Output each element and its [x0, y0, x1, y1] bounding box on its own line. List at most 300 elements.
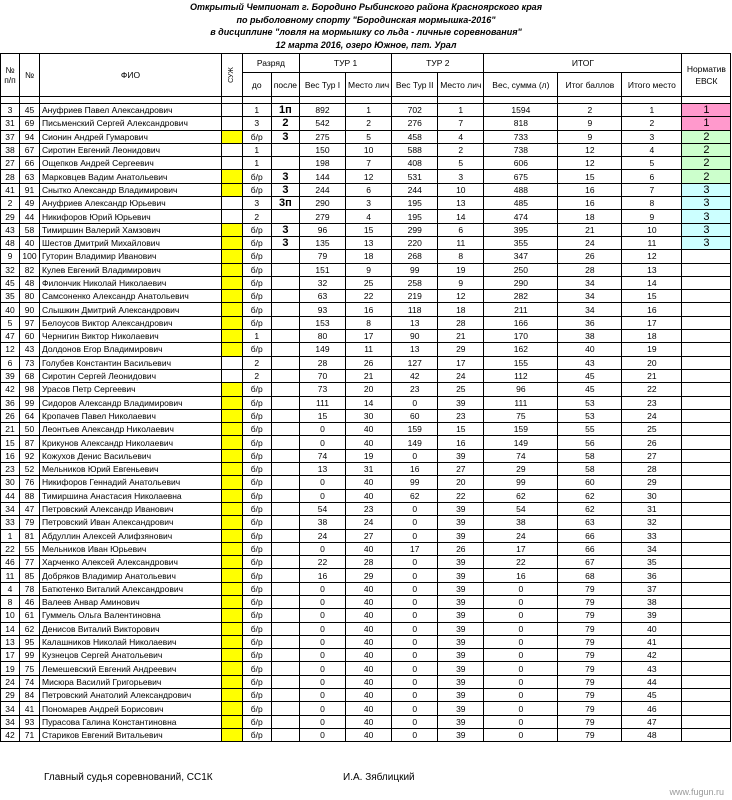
cell-fio: Никифоров Геннадий Анатольевич [40, 476, 222, 489]
col-balls: Итог баллов [558, 73, 622, 97]
cell-razryad-do: 2 [242, 369, 271, 382]
cell-np: 43 [1, 223, 20, 236]
cell-norm [682, 449, 731, 462]
cell-fio: Лемешевский Евгений Андреевич [40, 662, 222, 675]
cell-ves2: 99 [392, 476, 438, 489]
table-row [1, 423, 731, 436]
cell-razryad-do: б/р [242, 130, 271, 143]
cell-sum: 0 [484, 728, 558, 741]
cell-balls: 62 [558, 502, 622, 515]
cell-razryad-do: б/р [242, 409, 271, 422]
cell-mesto2: 39 [438, 396, 484, 409]
cell-razryad-posle [271, 649, 299, 662]
cell-place: 43 [622, 662, 682, 675]
cell-suzh [222, 622, 243, 635]
cell-norm [682, 649, 731, 662]
cell-sum: 0 [484, 689, 558, 702]
cell-balls: 79 [558, 635, 622, 648]
cell-mesto1: 40 [346, 689, 392, 702]
cell-norm: 2 [682, 157, 731, 170]
judge-title: Главный судья соревнований, СС1К [44, 772, 213, 783]
cell-mesto2: 14 [438, 210, 484, 223]
cell-place: 22 [622, 383, 682, 396]
cell-razryad-do: б/р [242, 542, 271, 555]
cell-suzh [222, 330, 243, 343]
cell-fio: Тимиршина Анастасия Николаевна [40, 489, 222, 502]
cell-razryad-do: б/р [242, 489, 271, 502]
table-row [1, 595, 731, 608]
cell-norm [682, 502, 731, 515]
cell-balls: 18 [558, 210, 622, 223]
cell-mesto2: 39 [438, 609, 484, 622]
cell-ves1: 111 [300, 396, 346, 409]
cell-sum: 282 [484, 290, 558, 303]
cell-ves2: 299 [392, 223, 438, 236]
cell-ves2: 258 [392, 276, 438, 289]
cell-ves1: 0 [300, 476, 346, 489]
cell-ves1: 0 [300, 675, 346, 688]
cell-balls: 79 [558, 728, 622, 741]
cell-mesto1: 40 [346, 715, 392, 728]
cell-norm [682, 489, 731, 502]
cell-ves1: 144 [300, 170, 346, 183]
cell-norm [682, 689, 731, 702]
cell-balls: 67 [558, 556, 622, 569]
cell-num: 76 [20, 476, 40, 489]
cell-ves1: 0 [300, 489, 346, 502]
cell-sum: 99 [484, 476, 558, 489]
cell-place: 30 [622, 489, 682, 502]
cell-mesto1: 16 [346, 303, 392, 316]
cell-ves1: 15 [300, 409, 346, 422]
cell-ves1: 150 [300, 143, 346, 156]
cell-mesto2: 13 [438, 197, 484, 210]
cell-razryad-do: б/р [242, 463, 271, 476]
cell-mesto1: 20 [346, 383, 392, 396]
cell-razryad-do: б/р [242, 622, 271, 635]
cell-razryad-posle [271, 290, 299, 303]
cell-np: 15 [1, 436, 20, 449]
cell-fio: Сиротин Сергей Леонидович [40, 369, 222, 382]
cell-ves2: 13 [392, 316, 438, 329]
cell-place: 31 [622, 502, 682, 515]
cell-ves2: 220 [392, 236, 438, 249]
table-row [1, 143, 731, 156]
cell-ves1: 0 [300, 649, 346, 662]
cell-place: 29 [622, 476, 682, 489]
cell-suzh [222, 728, 243, 741]
cell-sum: 474 [484, 210, 558, 223]
cell-razryad-do: б/р [242, 502, 271, 515]
cell-num: 81 [20, 529, 40, 542]
cell-ves2: 0 [392, 662, 438, 675]
cell-place: 6 [622, 170, 682, 183]
cell-np: 9 [1, 250, 20, 263]
cell-fio: Батютенко Виталий Александрович [40, 582, 222, 595]
cell-fio: Сиротин Евгений Леонидович [40, 143, 222, 156]
cell-razryad-do: б/р [242, 263, 271, 276]
table-row [1, 556, 731, 569]
table-row [1, 303, 731, 316]
cell-sum: 170 [484, 330, 558, 343]
cell-fio: Шестов Дмитрий Михайлович [40, 236, 222, 249]
header-line-2: по рыболовному спорту "Бородинская мормышка-2016" [236, 14, 496, 25]
cell-place: 12 [622, 250, 682, 263]
cell-razryad-posle [271, 436, 299, 449]
cell-razryad-do: б/р [242, 436, 271, 449]
cell-mesto2: 19 [438, 263, 484, 276]
cell-ves1: 22 [300, 556, 346, 569]
cell-razryad-posle [271, 476, 299, 489]
cell-mesto1: 7 [346, 157, 392, 170]
cell-razryad-do: б/р [242, 396, 271, 409]
cell-ves2: 0 [392, 715, 438, 728]
cell-mesto1: 40 [346, 702, 392, 715]
cell-ves1: 151 [300, 263, 346, 276]
cell-balls: 79 [558, 649, 622, 662]
cell-np: 29 [1, 210, 20, 223]
cell-mesto1: 15 [346, 223, 392, 236]
cell-razryad-posle: 3 [271, 223, 299, 236]
cell-np: 34 [1, 502, 20, 515]
cell-razryad-do: б/р [242, 649, 271, 662]
cell-ves2: 0 [392, 689, 438, 702]
cell-razryad-do: б/р [242, 715, 271, 728]
cell-fio: Петровский Александр Иванович [40, 502, 222, 515]
cell-ves2: 0 [392, 675, 438, 688]
cell-fio: Денисов Виталий Викторович [40, 622, 222, 635]
cell-suzh [222, 143, 243, 156]
cell-mesto1: 19 [346, 449, 392, 462]
cell-norm [682, 675, 731, 688]
cell-suzh [222, 476, 243, 489]
cell-ves2: 13 [392, 343, 438, 356]
cell-num: 100 [20, 250, 40, 263]
cell-mesto2: 27 [438, 463, 484, 476]
cell-fio: Абдуллин Алексей Алифзянович [40, 529, 222, 542]
cell-suzh [222, 130, 243, 143]
cell-mesto2: 25 [438, 383, 484, 396]
cell-num: 48 [20, 276, 40, 289]
cell-balls: 16 [558, 197, 622, 210]
cell-balls: 53 [558, 396, 622, 409]
cell-mesto2: 29 [438, 343, 484, 356]
cell-place: 21 [622, 369, 682, 382]
cell-razryad-posle [271, 330, 299, 343]
cell-suzh [222, 223, 243, 236]
table-row [1, 489, 731, 502]
cell-razryad-posle [271, 595, 299, 608]
cell-suzh [222, 303, 243, 316]
cell-norm [682, 728, 731, 741]
cell-mesto1: 40 [346, 662, 392, 675]
cell-ves1: 0 [300, 702, 346, 715]
cell-sum: 606 [484, 157, 558, 170]
cell-ves1: 0 [300, 582, 346, 595]
cell-num: 80 [20, 290, 40, 303]
cell-mesto1: 40 [346, 675, 392, 688]
cell-razryad-posle [271, 728, 299, 741]
cell-place: 32 [622, 516, 682, 529]
cell-ves2: 702 [392, 104, 438, 117]
cell-mesto2: 3 [438, 170, 484, 183]
cell-razryad-posle [271, 556, 299, 569]
cell-fio: Ощепков Андрей Сергеевич [40, 157, 222, 170]
cell-mesto1: 40 [346, 582, 392, 595]
cell-place: 28 [622, 463, 682, 476]
cell-sum: 16 [484, 569, 558, 582]
cell-sum: 675 [484, 170, 558, 183]
cell-razryad-do: б/р [242, 290, 271, 303]
cell-razryad-do: б/р [242, 423, 271, 436]
cell-mesto2: 6 [438, 223, 484, 236]
cell-num: 84 [20, 689, 40, 702]
cell-np: 17 [1, 649, 20, 662]
table-row [1, 117, 731, 130]
cell-np: 34 [1, 702, 20, 715]
cell-balls: 56 [558, 436, 622, 449]
cell-sum: 0 [484, 662, 558, 675]
cell-ves1: 0 [300, 542, 346, 555]
cell-razryad-do: 3 [242, 197, 271, 210]
cell-place: 5 [622, 157, 682, 170]
cell-razryad-do: 1 [242, 330, 271, 343]
cell-ves1: 80 [300, 330, 346, 343]
cell-place: 23 [622, 396, 682, 409]
watermark: www.fugun.ru [669, 787, 724, 797]
cell-norm [682, 330, 731, 343]
cell-razryad-posle [271, 622, 299, 635]
cell-mesto1: 40 [346, 542, 392, 555]
cell-norm: 3 [682, 223, 731, 236]
cell-sum: 54 [484, 502, 558, 515]
cell-ves2: 458 [392, 130, 438, 143]
table-row [1, 369, 731, 382]
cell-fio: Гуторин Владимир Иванович [40, 250, 222, 263]
cell-np: 23 [1, 463, 20, 476]
table-row [1, 715, 731, 728]
cell-razryad-do: б/р [242, 170, 271, 183]
cell-ves2: 276 [392, 117, 438, 130]
cell-sum: 395 [484, 223, 558, 236]
cell-num: 66 [20, 157, 40, 170]
cell-num: 77 [20, 556, 40, 569]
cell-razryad-do: 3 [242, 117, 271, 130]
cell-sum: 0 [484, 609, 558, 622]
cell-norm [682, 369, 731, 382]
cell-num: 79 [20, 516, 40, 529]
col-sum: Вес, сумма (л) [484, 73, 558, 97]
cell-razryad-do: б/р [242, 183, 271, 196]
cell-np: 22 [1, 542, 20, 555]
cell-razryad-posle [271, 343, 299, 356]
cell-place: 17 [622, 316, 682, 329]
cell-suzh [222, 316, 243, 329]
cell-mesto2: 26 [438, 542, 484, 555]
table-row [1, 516, 731, 529]
cell-np: 28 [1, 170, 20, 183]
cell-ves2: 0 [392, 502, 438, 515]
cell-sum: 0 [484, 715, 558, 728]
cell-ves2: 0 [392, 635, 438, 648]
table-row [1, 183, 731, 196]
cell-balls: 45 [558, 383, 622, 396]
cell-mesto2: 9 [438, 276, 484, 289]
cell-mesto1: 11 [346, 343, 392, 356]
col-posle: после [271, 73, 299, 97]
cell-sum: 0 [484, 582, 558, 595]
cell-ves1: 24 [300, 529, 346, 542]
cell-np: 31 [1, 117, 20, 130]
cell-mesto1: 26 [346, 356, 392, 369]
cell-razryad-do: б/р [242, 689, 271, 702]
cell-norm [682, 396, 731, 409]
cell-ves1: 0 [300, 715, 346, 728]
cell-suzh [222, 702, 243, 715]
cell-suzh [222, 423, 243, 436]
cell-balls: 34 [558, 276, 622, 289]
cell-fio: Калашников Николай Николаевич [40, 635, 222, 648]
cell-norm [682, 276, 731, 289]
cell-ves2: 195 [392, 210, 438, 223]
cell-mesto2: 18 [438, 303, 484, 316]
cell-razryad-posle [271, 609, 299, 622]
cell-sum: 290 [484, 276, 558, 289]
cell-sum: 38 [484, 516, 558, 529]
cell-mesto2: 11 [438, 236, 484, 249]
cell-ves2: 149 [392, 436, 438, 449]
table-row [1, 263, 731, 276]
cell-num: 61 [20, 609, 40, 622]
cell-balls: 58 [558, 463, 622, 476]
col-mesto1: Место лич [346, 73, 392, 97]
table-row [1, 343, 731, 356]
cell-suzh [222, 556, 243, 569]
table-row [1, 582, 731, 595]
cell-balls: 34 [558, 303, 622, 316]
col-place: Итого место [622, 73, 682, 97]
cell-fio: Стариков Евгений Витальевич [40, 728, 222, 741]
cell-mesto1: 40 [346, 595, 392, 608]
cell-fio: Снытко Александр Владимирович [40, 183, 222, 196]
cell-ves2: 219 [392, 290, 438, 303]
cell-mesto2: 39 [438, 595, 484, 608]
cell-sum: 733 [484, 130, 558, 143]
cell-fio: Голубев Константин Васильевич [40, 356, 222, 369]
cell-place: 47 [622, 715, 682, 728]
cell-mesto2: 39 [438, 675, 484, 688]
cell-norm [682, 290, 731, 303]
cell-suzh [222, 649, 243, 662]
cell-norm: 3 [682, 210, 731, 223]
cell-mesto2: 39 [438, 635, 484, 648]
cell-suzh [222, 516, 243, 529]
cell-place: 18 [622, 330, 682, 343]
table-row [1, 170, 731, 183]
cell-balls: 36 [558, 316, 622, 329]
cell-place: 33 [622, 529, 682, 542]
cell-suzh [222, 210, 243, 223]
cell-razryad-do: б/р [242, 449, 271, 462]
table-row [1, 250, 731, 263]
cell-suzh [222, 675, 243, 688]
cell-ves2: 0 [392, 449, 438, 462]
cell-balls: 43 [558, 356, 622, 369]
cell-razryad-posle [271, 423, 299, 436]
cell-place: 38 [622, 595, 682, 608]
cell-ves2: 99 [392, 263, 438, 276]
cell-sum: 738 [484, 143, 558, 156]
cell-razryad-posle [271, 276, 299, 289]
cell-np: 44 [1, 489, 20, 502]
cell-sum: 0 [484, 702, 558, 715]
col-itog: ИТОГ [484, 54, 682, 73]
cell-ves2: 62 [392, 489, 438, 502]
cell-norm [682, 263, 731, 276]
cell-ves1: 32 [300, 276, 346, 289]
cell-np: 29 [1, 689, 20, 702]
cell-norm: 3 [682, 197, 731, 210]
cell-sum: 62 [484, 489, 558, 502]
cell-mesto1: 21 [346, 369, 392, 382]
cell-sum: 818 [484, 117, 558, 130]
cell-num: 60 [20, 330, 40, 343]
cell-mesto2: 20 [438, 476, 484, 489]
cell-ves1: 244 [300, 183, 346, 196]
cell-place: 1 [622, 104, 682, 117]
cell-razryad-posle [271, 582, 299, 595]
cell-mesto1: 40 [346, 635, 392, 648]
cell-ves1: 0 [300, 622, 346, 635]
cell-sum: 29 [484, 463, 558, 476]
cell-sum: 0 [484, 675, 558, 688]
cell-mesto1: 40 [346, 622, 392, 635]
cell-fio: Харченко Алексей Александрович [40, 556, 222, 569]
table-row [1, 635, 731, 648]
cell-mesto1: 24 [346, 516, 392, 529]
cell-ves2: 0 [392, 622, 438, 635]
cell-sum: 149 [484, 436, 558, 449]
cell-balls: 2 [558, 104, 622, 117]
cell-sum: 159 [484, 423, 558, 436]
cell-num: 45 [20, 104, 40, 117]
cell-num: 71 [20, 728, 40, 741]
cell-mesto1: 27 [346, 529, 392, 542]
cell-suzh [222, 356, 243, 369]
cell-place: 36 [622, 569, 682, 582]
cell-balls: 53 [558, 409, 622, 422]
results-body [1, 104, 731, 742]
cell-balls: 40 [558, 343, 622, 356]
cell-num: 82 [20, 263, 40, 276]
cell-razryad-posle [271, 662, 299, 675]
cell-ves2: 0 [392, 728, 438, 741]
cell-np: 3 [1, 104, 20, 117]
cell-norm [682, 250, 731, 263]
cell-fio: Самсоненко Александр Анатольевич [40, 290, 222, 303]
cell-razryad-do: 1 [242, 157, 271, 170]
cell-razryad-posle [271, 569, 299, 582]
cell-suzh [222, 542, 243, 555]
cell-fio: Петровский Иван Александрович [40, 516, 222, 529]
cell-fio: Филончик Николай Николаевич [40, 276, 222, 289]
cell-ves1: 74 [300, 449, 346, 462]
cell-norm [682, 343, 731, 356]
cell-ves2: 60 [392, 409, 438, 422]
cell-razryad-do: 2 [242, 210, 271, 223]
cell-razryad-posle [271, 303, 299, 316]
cell-place: 27 [622, 449, 682, 462]
